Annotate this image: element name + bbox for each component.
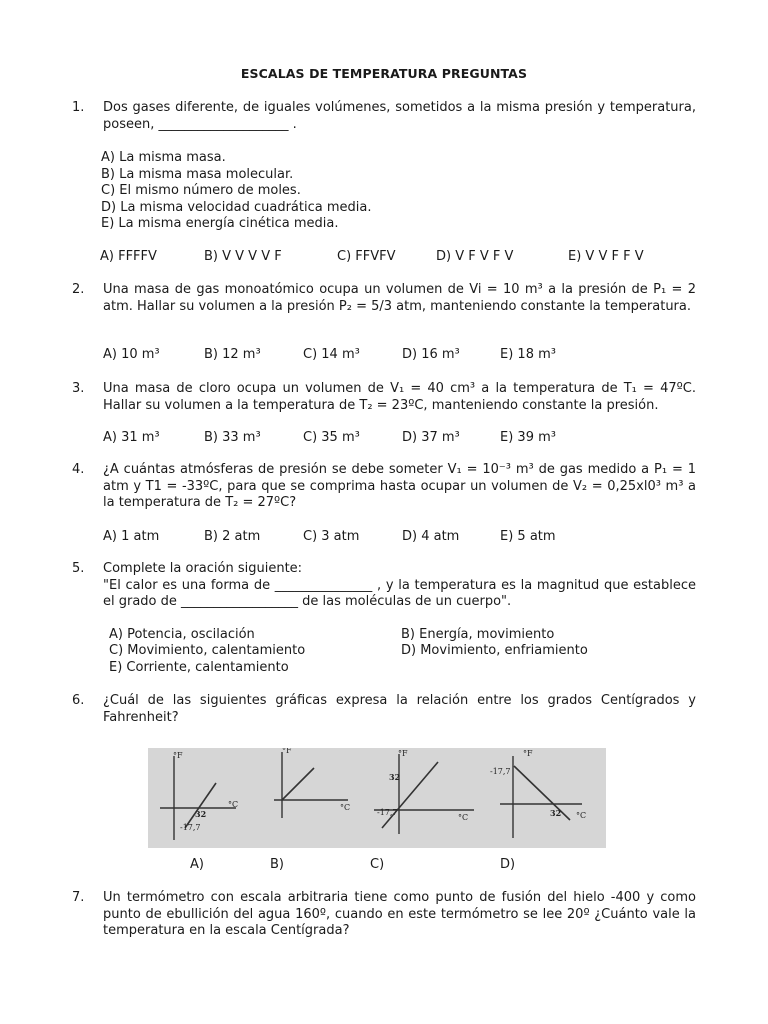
graph-c-177-label: -17,7 [377, 808, 398, 817]
answer-option: A) 1 atm [103, 529, 160, 544]
answer-option: A) FFFFV [100, 249, 157, 264]
answer-option: D) 16 m³ [402, 347, 460, 362]
answer-option: B) V V V V F [204, 249, 282, 264]
question-2 [72, 282, 696, 315]
answer-option: D) Movimiento, enfriamiento [401, 643, 588, 658]
graph-b-f-label: °F [282, 748, 292, 755]
answer-option: D) V F V F V [436, 249, 514, 264]
graph-d-f-label: °F [523, 749, 533, 758]
question-text: "El calor es una forma de _______________ , y la temperatura es la magnitud que establece el grado de __________________ de las moléculas de un cuerpo". [103, 577, 696, 609]
answer-option: A) 31 m³ [103, 430, 160, 445]
question-6 [72, 693, 696, 726]
question-7 [72, 890, 696, 940]
q1-statements [101, 150, 691, 233]
question-number: 1. [72, 100, 85, 115]
graph-d-line [514, 766, 570, 820]
question-text: Una masa de cloro ocupa un volumen de V₁ = 40 cm³ a la temperatura de T₁ = 47ºC. Hallar su volumen a la temperatura de T₂ = 23ºC, manteniendo constante la presión. [103, 381, 696, 413]
graph-c-f-label: °F [398, 749, 408, 758]
answer-option: B) Energía, movimiento [401, 627, 555, 642]
answer-option: E) 18 m³ [500, 347, 556, 362]
question-number: 7. [72, 890, 85, 905]
graph-a-177-label: -17,7 [180, 823, 201, 832]
graph-c-32-label: 32 [389, 772, 401, 782]
answer-option: E) 5 atm [500, 529, 556, 544]
answer-option: A) 10 m³ [103, 347, 160, 362]
answer-option: E) 39 m³ [500, 430, 556, 445]
answer-option: B) 33 m³ [204, 430, 261, 445]
answer-option: D) 4 atm [402, 529, 460, 544]
question-4 [72, 462, 696, 512]
question-text: Complete la oración siguiente: [103, 561, 303, 576]
statement: D) La misma velocidad cuadrática media. [101, 199, 372, 215]
answer-option: E) Corriente, calentamiento [109, 660, 289, 675]
answer-option: A) Potencia, oscilación [109, 627, 255, 642]
graph-labels [0, 857, 768, 874]
graph-label-a: A) [190, 857, 204, 872]
graph-c-c-label: °C [458, 813, 469, 822]
q2-answers [103, 347, 693, 364]
answer-option: E) V V F F V [568, 249, 644, 264]
q3-answers [103, 430, 693, 447]
question-3 [72, 381, 696, 414]
graph-d-c-label: °C [576, 811, 587, 820]
answer-option: C) 3 atm [303, 529, 360, 544]
answer-option: C) FFVFV [337, 249, 396, 264]
question-text: ¿Cuál de las siguientes gráficas expresa la relación entre los grados Centígrados y Fahrenheit? [103, 693, 696, 725]
graphs-figure [148, 748, 606, 848]
graph-a-c-label: °C [228, 800, 239, 809]
graph-label-c: C) [370, 857, 385, 872]
question-number: 2. [72, 282, 85, 297]
statement: A) La misma masa. [101, 150, 226, 165]
graph-c [374, 749, 474, 834]
graph-a-f-label: °F [173, 751, 183, 760]
graph-a-line [185, 783, 216, 828]
graph-d-32-label: 32 [550, 808, 562, 818]
answer-option: B) 12 m³ [204, 347, 261, 362]
graph-b-line [282, 768, 314, 800]
answer-option: B) 2 atm [204, 529, 261, 544]
answer-option: C) 35 m³ [303, 430, 360, 445]
question-number: 6. [72, 693, 85, 708]
graph-a [160, 751, 238, 840]
graph-b-c-label: °C [340, 803, 351, 812]
page-title: ESCALAS DE TEMPERATURA PREGUNTAS [240, 66, 528, 81]
statement: B) La misma masa molecular. [101, 166, 294, 182]
graphs-svg [148, 748, 606, 848]
graph-b [274, 748, 350, 818]
graph-a-32-label: 32 [195, 809, 207, 819]
question-1 [72, 100, 696, 133]
question-text: Un termómetro con escala arbitraria tiene como punto de fusión del hielo -400 y como punto de ebullición del agua 160º, cuando en este termómetro se lee 20º ¿Cuánto vale la temperatura en la escala Centígrada? [103, 890, 696, 938]
question-number: 4. [72, 462, 85, 477]
graph-d-177-label: -17,7 [490, 767, 511, 776]
q1-answers [100, 249, 693, 266]
graph-label-d: D) [500, 857, 516, 872]
graph-d [490, 749, 586, 838]
answer-option: C) 14 m³ [303, 347, 360, 362]
statement: C) El mismo número de moles. [101, 183, 301, 198]
answer-option: D) 37 m³ [402, 430, 460, 445]
question-5 [72, 561, 696, 611]
q4-answers [103, 529, 693, 546]
question-text: Dos gases diferente, de iguales volúmenes, sometidos a la misma presión y temperatura, poseen, ____________________ . [103, 100, 696, 132]
graph-label-b: B) [270, 857, 284, 872]
question-text: Una masa de gas monoatómico ocupa un volumen de Vi = 10 m³ a la presión de P₁ = 2 atm. Hallar su volumen a la presión P₂ = 5/3 atm, manteniendo constante la temperatura. [103, 282, 696, 314]
statement: E) La misma energía cinética media. [101, 216, 339, 231]
question-number: 5. [72, 561, 85, 576]
question-text: ¿A cuántas atmósferas de presión se debe someter V₁ = 10⁻³ m³ de gas medido a P₁ = 1 atm y T1 = -33ºC, para que se comprima hasta ocupar un volumen de V₂ = 0,25xl0³ m³ a la temperatura de T₂ = 27ºC? [103, 462, 696, 510]
answer-option: C) Movimiento, calentamiento [109, 643, 306, 658]
question-number: 3. [72, 381, 85, 396]
